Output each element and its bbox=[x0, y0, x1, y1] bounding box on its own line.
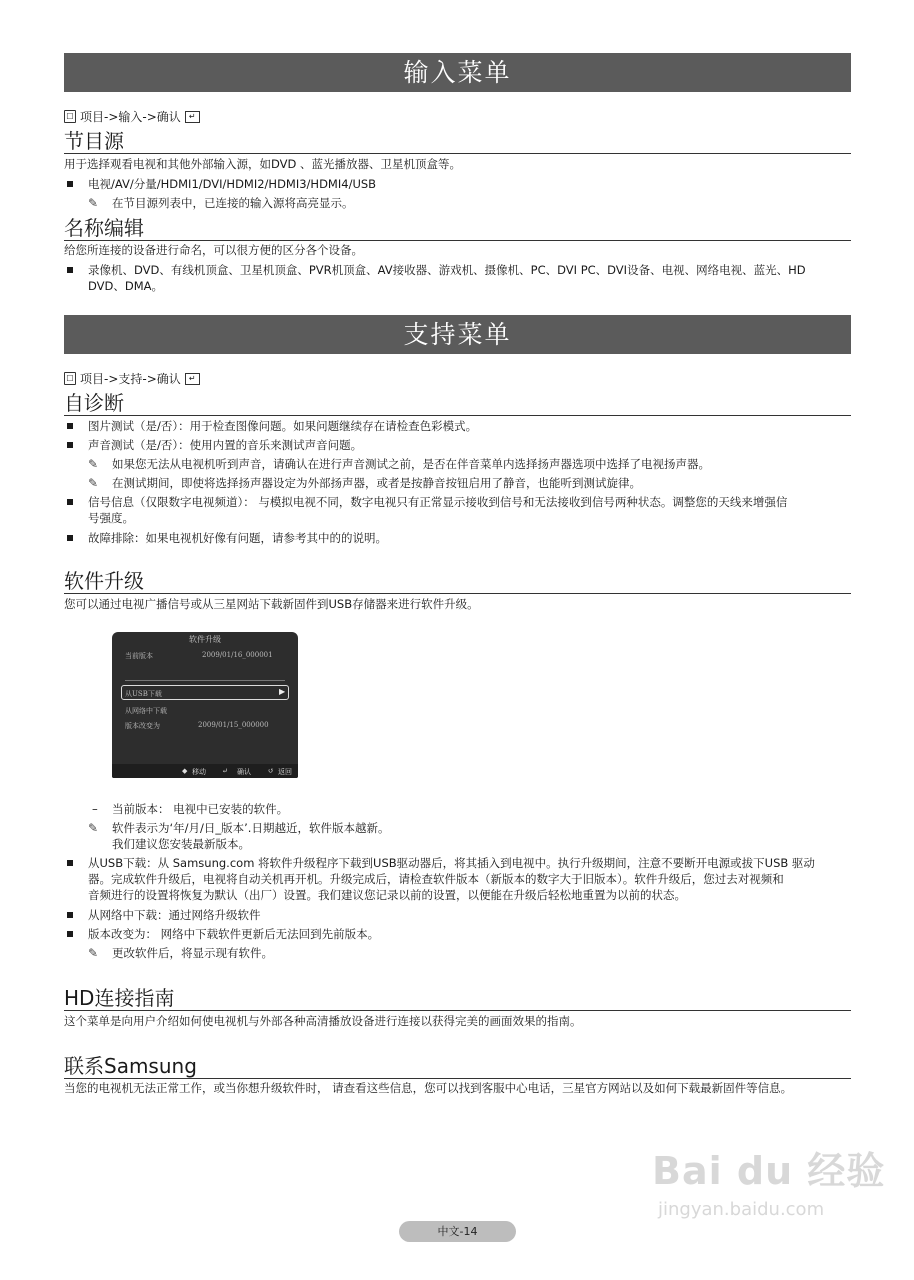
osd-bottom-bar: ◆ 移动 ↵ 确认 ↺ 返回 bbox=[112, 764, 298, 778]
menu-path-text: 项目->输入->确认 bbox=[80, 110, 181, 124]
remote-menu-icon: ☐ bbox=[64, 110, 76, 123]
note-pencil-icon: ✎ bbox=[88, 196, 99, 210]
remote-menu-icon: ☐ bbox=[64, 372, 76, 385]
heading-software-upgrade: 软件升级 bbox=[64, 569, 851, 594]
diag-bullet-picture: 图片测试（是/否）：用于检查图像问题。如果问题继续存在请检查色彩模式。 bbox=[64, 418, 851, 434]
contact-desc: 当您的电视机无法正常工作，或当你想升级软件时， 请查看这些信息，您可以找到客服中心电话，三星官方网站以及如何下载最新固件等信息。 bbox=[64, 1081, 793, 1095]
software-upgrade-osd bbox=[112, 632, 298, 778]
section-banner-support: 支持菜单 bbox=[64, 315, 851, 354]
source-bullet: 电视/AV/分量/HDMI1/DVI/HDMI2/HDMI3/HDMI4/USB bbox=[64, 176, 851, 192]
menu-path-text: 项目->支持->确认 bbox=[80, 372, 181, 386]
osd-move-icon: ◆ bbox=[182, 767, 188, 775]
menu-path-input bbox=[64, 108, 200, 125]
heading-self-diagnosis: 自诊断 bbox=[64, 391, 851, 416]
upgrade-bullet-alt: 版本改变为： 网络中下载软件更新后无法回到先前版本。 bbox=[64, 926, 851, 942]
rename-bullet: 录像机、DVD、有线机顶盒、卫星机顶盒、PVR机顶盒、AV接收器、游戏机、摄像机、PC、DVI PC、DVI设备、电视、网络电视、蓝光、HD DVD、DMA。 bbox=[64, 262, 851, 294]
heading-rename: 名称编辑 bbox=[64, 216, 851, 241]
note-pencil-icon: ✎ bbox=[88, 457, 99, 471]
heading-hd-guide: HD连接指南 bbox=[64, 986, 851, 1011]
upgrade-dash-current: – 当前版本： 电视中已安装的软件。 bbox=[92, 802, 289, 816]
section-banner-input: 输入菜单 bbox=[64, 53, 851, 92]
source-desc: 用于选择观看电视和其他外部输入源，如DVD 、蓝光播放器、卫星机顶盒等。 bbox=[64, 157, 462, 171]
page-number: 中文-14 bbox=[399, 1221, 516, 1242]
enter-icon: ↵ bbox=[185, 373, 200, 385]
source-note: ✎ 在节目源列表中，已连接的输入源将高亮显示。 bbox=[88, 196, 354, 210]
watermark-logo: Bai du 经验 bbox=[652, 1149, 886, 1193]
note-pencil-icon: ✎ bbox=[88, 946, 99, 960]
diag-bullet-signal: 信号信息（仅限数字电视频道）： 与模拟电视不同，数字电视只有正常显示接收到信号和无法接收到信号两种状态。调整您的天线来增强信 号强度。 bbox=[64, 494, 851, 526]
upgrade-bullet-usb: 从USB下载：从 Samsung.com 将软件升级程序下载到USB驱动器后，将其插入到电视中。执行升级期间，注意不要断开电源或拔下USB 驱动 器。完成软件升级后，电视将自动关机再开机。升级完成后，请检查软件版本（新版本的数字大于旧版本）。软件升级后，您过去对视频和 音频进行的设置将恢复为默认（出厂）设置。我们建议您记录以前的设置，以便能在升级后轻松地重置为以前的状态。 bbox=[64, 855, 851, 903]
osd-title: 软件升级 bbox=[189, 635, 221, 644]
osd-current-value: 2009/01/16_000001 bbox=[202, 651, 273, 659]
diag-note-2: ✎ 在测试期间，即使将选择扬声器设定为外部扬声器，或者是按静音按钮启用了静音，也能听到测试旋律。 bbox=[88, 476, 641, 490]
diag-bullet-sound: 声音测试（是/否）：使用内置的音乐来测试声音问题。 bbox=[64, 437, 851, 453]
baidu-watermark bbox=[652, 1140, 885, 1220]
heading-source: 节目源 bbox=[64, 129, 851, 154]
upgrade-note-change: ✎ 更改软件后，将显示现有软件。 bbox=[88, 946, 273, 960]
osd-arrow-right-icon: ▶ bbox=[279, 687, 286, 696]
upgrade-bullet-network: 从网络中下载：通过网络升级软件 bbox=[64, 907, 851, 923]
osd-alt-label[interactable]: 版本改变为 bbox=[125, 722, 160, 730]
osd-current-label: 当前版本 bbox=[125, 652, 153, 660]
rename-desc: 给您所连接的设备进行命名，可以很方便的区分各个设备。 bbox=[64, 243, 363, 257]
heading-contact: 联系Samsung bbox=[64, 1054, 851, 1079]
osd-return-icon: ↺ bbox=[268, 767, 274, 775]
diag-bullet-troubleshoot: 故障排除：如果电视机好像有问题，请参考其中的的说明。 bbox=[64, 530, 851, 546]
menu-path-support bbox=[64, 370, 200, 387]
enter-icon: ↵ bbox=[185, 111, 200, 123]
upgrade-note-version: ✎ 软件表示为‘年/月/日_版本’.日期越近，软件版本越新。 我们建议您安装最新版本。 bbox=[88, 821, 390, 851]
note-pencil-icon: ✎ bbox=[88, 821, 99, 835]
watermark-url: jingyan.baidu.com bbox=[658, 1199, 825, 1220]
hd-desc: 这个菜单是向用户介绍如何使电视机与外部各种高清播放设备进行连接以获得完美的画面效果的指南。 bbox=[64, 1014, 582, 1028]
osd-net-label[interactable]: 从网络中下载 bbox=[125, 707, 167, 715]
diag-note-1: ✎ 如果您无法从电视机听到声音，请确认在进行声音测试之前，是否在伴音菜单内选择扬声器选项中选择了电视扬声器。 bbox=[88, 457, 710, 471]
osd-alt-value: 2009/01/15_000000 bbox=[198, 721, 269, 729]
osd-enter-icon: ↵ bbox=[222, 767, 228, 775]
upgrade-desc: 您可以通过电视广播信号或从三星网站下载新固件到USB存储器来进行软件升级。 bbox=[64, 597, 479, 611]
osd-usb-label[interactable]: 从USB下载 bbox=[125, 690, 162, 698]
note-pencil-icon: ✎ bbox=[88, 476, 99, 490]
